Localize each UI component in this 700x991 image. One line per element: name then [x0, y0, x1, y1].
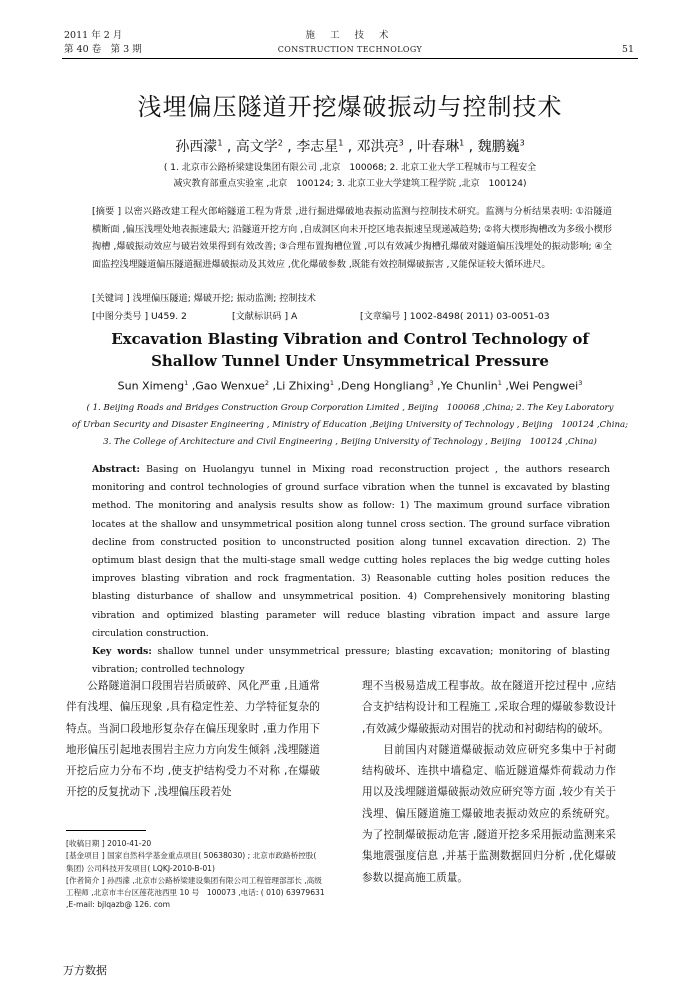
- author-name: 邓洪亮: [356, 139, 399, 155]
- volume-issue: 第 40 卷 第 3 期: [64, 44, 142, 55]
- body-column-left: [66, 676, 320, 804]
- author-sup: 2: [277, 138, 283, 148]
- author-sup: 1: [338, 138, 344, 148]
- affiliation-en-line: of Urban Security and Disaster Engineering , Ministry of Education ,Beijing University of Technology , Beijing 100124 ,China;: [71, 420, 629, 430]
- keywords-cn: [关键词 ] 浅埋偏压隧道; 爆破开挖; 振动监测; 控制技术: [92, 293, 316, 304]
- abstract-en-label: Abstract:: [92, 464, 140, 475]
- watermark: 万方数据: [63, 964, 107, 977]
- footnotes: [66, 838, 326, 912]
- body-paragraph: 目前国内对隧道爆破振动效应研究多集中于衬砌结构破坏、连拱中墙稳定、临近隧道爆炸荷载动力作用以及浅埋隧道爆破振动效应研究等方面 ,较少有关于浅埋、偏压隧道施工爆破地表振动效应的系统研究。为了控制爆破振动危害 ,隧道开挖多采用振动监测来采集地震强度信息 ,并基于监测数据回归分析 ,优化爆破参数以提高施工质量。: [362, 743, 616, 884]
- paper-title-en-line: Excavation Blasting Vibration and Control Technology of: [111, 330, 589, 348]
- affiliation-cn-line: 减灾教育部重点实验室 ,北京 100124; 3. 北京工业大学建筑工程学院 ,北京 100124): [173, 179, 527, 189]
- footnote-funding: [基金项目 ] 国家自然科学基金重点项目( 50638030) ; 北京市政路桥控股( 集团) 公司科技开发项目( LQKJ-2010-B-01): [66, 851, 317, 873]
- affiliation-en-line: ( 1. Beijing Roads and Bridges Construction Group Corporation Limited , Beijing 100068 ,China; 2. The Key Laboratory: [86, 403, 614, 413]
- footnote-received: [收稿日期 ] 2010-41-20: [66, 839, 152, 848]
- abstract-cn: [摘要 ] 以密兴路改建工程火郎峪隧道工程为背景 ,进行掘进爆破地表振动监测与控制技术研究。监测与分析结果表明: ①沿隧道横断面 ,偏压浅埋处地表振速最大; 沿隧道开挖方向 ,自成洞区向未开挖区地表振速呈现递减趋势; ②将大楔形掏槽改为多级小楔形掏槽 ,爆破振动效应与破岩效果得到有效改善; ③合理布置掏槽位置 ,可以有效减少掏槽孔爆破对隧道偏压浅埋处的振动影响; ④全面监控浅埋隧道偏压隧道掘进爆破振动及其效应 ,优化爆破参数 ,既能有效控制爆破振害 ,又能保证较大循环进尺。: [92, 206, 612, 270]
- abstract-en-text: Basing on Huolangyu tunnel in Mixing road reconstruction project , the authors research monitoring and control technologies of ground surface vibration when the tunnel is excavated by blasting method. The monitoring and analysis results show as follow: 1) The maximum ground surface vibration locates at the shallow and unsymmetrical position along tunnel cross section. The ground surface vibration decline from constructed position to unconstructed position along tunnel excavation direction. 2) The optimum blast design that the multi-stage small wedge cutting holes replaces the big wedge cutting holes improves blasting vibration and rock fragmentation. 3) Reasonable cutting holes position reduces the blasting disturbance of shallow and unsymmetrical position. 4) Comprehensively monitoring blasting vibration and optimized blasting parameter will reduce blasting vibration impact and assure large circulation construction.: [92, 464, 610, 639]
- author-name: 李志星: [296, 139, 339, 155]
- body-paragraph: 理不当极易造成工程事故。故在隧道开挖过程中 ,应结合支护结构设计和工程施工 ,采取合理的爆破参数设计 ,有效减少爆破振动对围岩的扰动和衬砌结构的破坏。: [362, 680, 616, 735]
- author-sup: 3: [398, 138, 404, 148]
- author-sup: 1: [329, 379, 334, 387]
- footnote-author-bio: [作者简介 ] 孙西濛 ,北京市公路桥梁建设集团有限公司工程管理部部长 ,高级工程师 ,北京市丰台区莲花池西里 10 号 100073 ,电话: ( 010) 63979631 ,E-mail: bjlqazb@ 126. com: [66, 875, 325, 910]
- author-sup: 3: [519, 138, 525, 148]
- author-list-cn: 孙西濛$^1$ , 高文学$^2$ , 李志星$^1$ , 邓洪亮$^3$ , 叶春琳$^1$ , 魏鹏巍$^3$: [175, 138, 525, 155]
- author-name: 孙西濛: [175, 139, 218, 155]
- clc-number: [中图分类号 ] U459. 2: [92, 311, 187, 322]
- author-name: 叶春琳: [417, 139, 460, 155]
- body-paragraph: 公路隧道洞口段围岩岩质破碎、风化严重 ,且通常伴有浅埋、偏压现象 ,具有稳定性差、力学特征复杂的特点。当洞口段地形复杂存在偏压现象时 ,重力作用下地形偏压引起地表围岩主应力方向发生倾斜 ,浅埋隧道开挖后应力分布不均 ,使支护结构受力不对称 ,在爆破开挖的反复扰动下 ,浅埋偏压段若处: [66, 680, 320, 799]
- keywords-en-label: Key words:: [92, 646, 152, 658]
- author-name: Wei Pengwei: [508, 379, 579, 393]
- author-sup: 2: [264, 379, 270, 387]
- header-rule: [62, 58, 638, 59]
- author-name: Ye Chunlin: [440, 379, 498, 393]
- author-name: Li Zhixing: [276, 379, 330, 393]
- author-sup: 1: [217, 138, 223, 148]
- document-code: [文献标识码 ] A: [232, 311, 298, 322]
- affiliation-en-line: 3. The College of Architecture and Civil Engineering , Beijing University of Technology , Beijing 100124 ,China): [103, 437, 597, 447]
- header-journal: [0, 30, 700, 56]
- author-sup: 3: [578, 379, 583, 387]
- journal-name-cn: 施 工 技 术: [305, 30, 395, 41]
- author-sup: 1: [184, 379, 189, 387]
- author-list-en: Sun Ximeng$^1$ ,Gao Wenxue$^2$ ,Li Zhixing$^1$ ,Deng Hongliang$^3$ ,Ye Chunlin$^1$ ,Wei Pengwei$^3$: [117, 379, 583, 393]
- paper-title-cn: 浅埋偏压隧道开挖爆破振动与控制技术: [137, 93, 563, 121]
- author-name: Deng Hongliang: [340, 379, 430, 393]
- author-name: Gao Wenxue: [195, 379, 265, 393]
- author-name: 魏鹏巍: [477, 139, 520, 155]
- author-sup: 1: [459, 138, 465, 148]
- author-sup: 3: [429, 379, 434, 387]
- journal-name-en: CONSTRUCTION TECHNOLOGY: [277, 45, 423, 54]
- abstract-en: [92, 461, 610, 679]
- body-column-right: [362, 676, 616, 889]
- author-name: 高文学: [235, 139, 278, 155]
- issue-date: 2011 年 2 月: [64, 30, 123, 41]
- footnote-rule: [66, 830, 146, 831]
- author-name: Sun Ximeng: [117, 379, 185, 393]
- keywords-en-text: shallow tunnel under unsymmetrical pressure; blasting excavation; monitoring of blasting vibration; controlled technology: [92, 646, 610, 676]
- paper-title-en-line: Shallow Tunnel Under Unsymmetrical Pressure: [151, 352, 549, 370]
- page-number: 51: [621, 44, 634, 55]
- article-number: [文章编号 ] 1002-8498( 2011) 03-0051-03: [360, 311, 550, 322]
- author-sup: 1: [497, 379, 502, 387]
- affiliation-cn-line: ( 1. 北京市公路桥梁建设集团有限公司 ,北京 100068; 2. 北京工业大学工程城市与工程安全: [163, 163, 537, 173]
